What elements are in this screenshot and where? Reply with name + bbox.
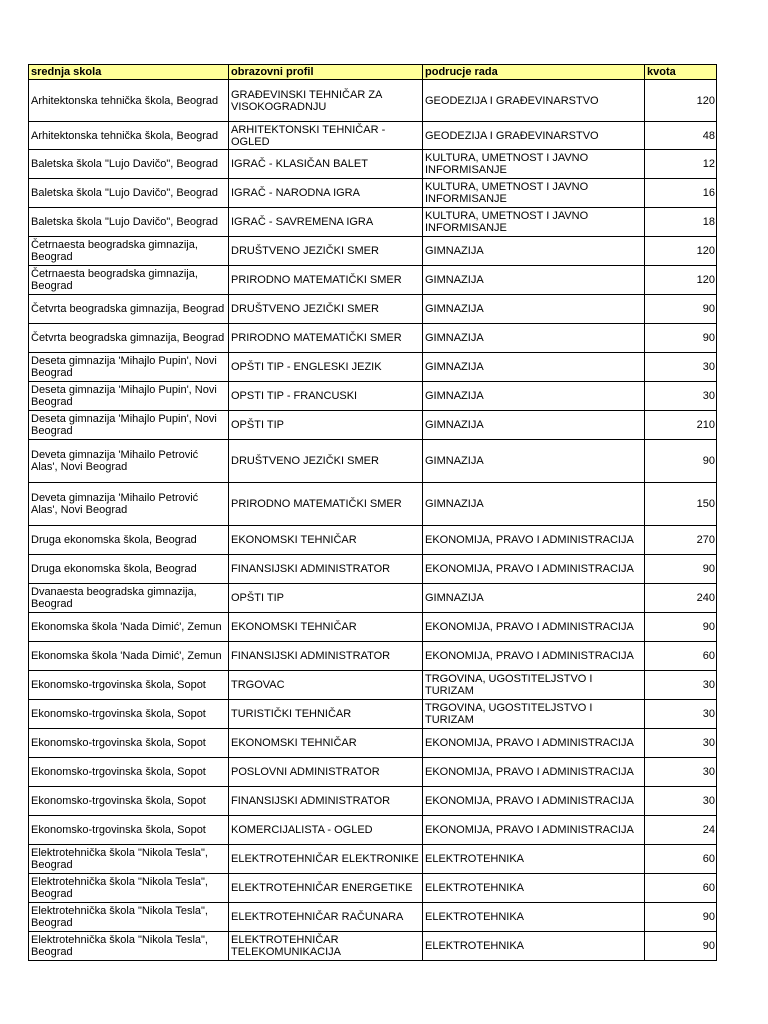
cell-school: Deseta gimnazija 'Mihajlo Pupin', Novi Beograd xyxy=(29,382,229,411)
cell-profile: OPŠTI TIP xyxy=(229,411,423,440)
table-row xyxy=(29,483,717,526)
cell-field: GIMNAZIJA xyxy=(423,237,645,266)
cell-field: GIMNAZIJA xyxy=(423,324,645,353)
cell-quota: 270 xyxy=(645,526,717,555)
cell-school: Četrnaesta beogradska gimnazija, Beograd xyxy=(29,266,229,295)
quota-table xyxy=(28,64,717,961)
cell-school: Druga ekonomska škola, Beograd xyxy=(29,555,229,584)
cell-profile: TRGOVAC xyxy=(229,671,423,700)
cell-quota: 210 xyxy=(645,411,717,440)
table-row xyxy=(29,295,717,324)
cell-field: GIMNAZIJA xyxy=(423,295,645,324)
cell-school: Elektrotehnička škola "Nikola Tesla", Beograd xyxy=(29,845,229,874)
table-row xyxy=(29,642,717,671)
cell-profile: ELEKTROTEHNIČAR RAČUNARA xyxy=(229,903,423,932)
cell-quota: 30 xyxy=(645,729,717,758)
cell-quota: 90 xyxy=(645,440,717,483)
table-row xyxy=(29,816,717,845)
cell-profile: IGRAČ - KLASIČAN BALET xyxy=(229,150,423,179)
cell-field: GIMNAZIJA xyxy=(423,353,645,382)
cell-quota: 30 xyxy=(645,671,717,700)
cell-profile: EKONOMSKI TEHNIČAR xyxy=(229,526,423,555)
cell-profile: IGRAČ - SAVREMENA IGRA xyxy=(229,208,423,237)
cell-field: KULTURA, UMETNOST I JAVNO INFORMISANJE xyxy=(423,150,645,179)
cell-profile: KOMERCIJALISTA - OGLED xyxy=(229,816,423,845)
cell-profile: GRAĐEVINSKI TEHNIČAR ZA VISOKOGRADNJU xyxy=(229,80,423,122)
cell-profile: ARHITEKTONSKI TEHNIČAR - OGLED xyxy=(229,122,423,150)
table-row xyxy=(29,150,717,179)
cell-quota: 90 xyxy=(645,932,717,961)
cell-quota: 30 xyxy=(645,382,717,411)
cell-profile: PRIRODNO MATEMATIČKI SMER xyxy=(229,266,423,295)
cell-profile: EKONOMSKI TEHNIČAR xyxy=(229,729,423,758)
cell-quota: 90 xyxy=(645,613,717,642)
table-row xyxy=(29,700,717,729)
cell-field: GIMNAZIJA xyxy=(423,584,645,613)
cell-school: Elektrotehnička škola "Nikola Tesla", Beograd xyxy=(29,903,229,932)
cell-field: EKONOMIJA, PRAVO I ADMINISTRACIJA xyxy=(423,526,645,555)
cell-field: ELEKTROTEHNIKA xyxy=(423,845,645,874)
cell-quota: 30 xyxy=(645,353,717,382)
table-row xyxy=(29,237,717,266)
cell-field: GIMNAZIJA xyxy=(423,266,645,295)
cell-quota: 12 xyxy=(645,150,717,179)
cell-profile: ELEKTROTEHNIČAR ENERGETIKE xyxy=(229,874,423,903)
cell-profile: ELEKTROTEHNIČAR TELEKOMUNIKACIJA xyxy=(229,932,423,961)
cell-school: Deveta gimnazija 'Mihailo Petrović Alas', Novi Beograd xyxy=(29,440,229,483)
cell-quota: 120 xyxy=(645,266,717,295)
cell-school: Deveta gimnazija 'Mihailo Petrović Alas', Novi Beograd xyxy=(29,483,229,526)
cell-quota: 60 xyxy=(645,642,717,671)
cell-school: Ekonomsko-trgovinska škola, Sopot xyxy=(29,758,229,787)
cell-quota: 24 xyxy=(645,816,717,845)
table-row xyxy=(29,80,717,122)
cell-profile: PRIRODNO MATEMATIČKI SMER xyxy=(229,483,423,526)
table-row xyxy=(29,845,717,874)
cell-school: Ekonomsko-trgovinska škola, Sopot xyxy=(29,787,229,816)
cell-school: Četrnaesta beogradska gimnazija, Beograd xyxy=(29,237,229,266)
table-row xyxy=(29,903,717,932)
cell-field: EKONOMIJA, PRAVO I ADMINISTRACIJA xyxy=(423,729,645,758)
cell-field: ELEKTROTEHNIKA xyxy=(423,874,645,903)
cell-profile: FINANSIJSKI ADMINISTRATOR xyxy=(229,555,423,584)
table-row xyxy=(29,787,717,816)
cell-quota: 150 xyxy=(645,483,717,526)
cell-profile: EKONOMSKI TEHNIČAR xyxy=(229,613,423,642)
table-row xyxy=(29,324,717,353)
cell-school: Deseta gimnazija 'Mihajlo Pupin', Novi Beograd xyxy=(29,353,229,382)
cell-quota: 240 xyxy=(645,584,717,613)
table-row xyxy=(29,266,717,295)
cell-field: KULTURA, UMETNOST I JAVNO INFORMISANJE xyxy=(423,179,645,208)
cell-profile: PRIRODNO MATEMATIČKI SMER xyxy=(229,324,423,353)
header-profile: obrazovni profil xyxy=(229,65,423,80)
cell-profile: TURISTIČKI TEHNIČAR xyxy=(229,700,423,729)
table-row xyxy=(29,874,717,903)
table-row xyxy=(29,671,717,700)
table-header xyxy=(29,65,717,80)
cell-school: Ekonomsko-trgovinska škola, Sopot xyxy=(29,816,229,845)
cell-school: Četvrta beogradska gimnazija, Beograd xyxy=(29,324,229,353)
table-row xyxy=(29,758,717,787)
cell-field: GIMNAZIJA xyxy=(423,483,645,526)
table-row xyxy=(29,440,717,483)
table-row xyxy=(29,382,717,411)
cell-school: Deseta gimnazija 'Mihajlo Pupin', Novi Beograd xyxy=(29,411,229,440)
cell-field: ELEKTROTEHNIKA xyxy=(423,903,645,932)
table-row xyxy=(29,555,717,584)
cell-school: Elektrotehnička škola "Nikola Tesla", Beograd xyxy=(29,932,229,961)
cell-profile: OPŠTI TIP xyxy=(229,584,423,613)
header-row xyxy=(29,65,717,80)
table-row xyxy=(29,729,717,758)
table-row xyxy=(29,179,717,208)
cell-school: Druga ekonomska škola, Beograd xyxy=(29,526,229,555)
cell-quota: 16 xyxy=(645,179,717,208)
cell-field: EKONOMIJA, PRAVO I ADMINISTRACIJA xyxy=(423,555,645,584)
cell-field: KULTURA, UMETNOST I JAVNO INFORMISANJE xyxy=(423,208,645,237)
cell-field: ELEKTROTEHNIKA xyxy=(423,932,645,961)
cell-quota: 120 xyxy=(645,80,717,122)
cell-field: GIMNAZIJA xyxy=(423,440,645,483)
cell-school: Elektrotehnička škola "Nikola Tesla", Beograd xyxy=(29,874,229,903)
cell-quota: 120 xyxy=(645,237,717,266)
cell-field: EKONOMIJA, PRAVO I ADMINISTRACIJA xyxy=(423,758,645,787)
table-row xyxy=(29,613,717,642)
cell-profile: DRUŠTVENO JEZIČKI SMER xyxy=(229,295,423,324)
table-body xyxy=(29,80,717,961)
cell-field: EKONOMIJA, PRAVO I ADMINISTRACIJA xyxy=(423,642,645,671)
cell-school: Dvanaesta beogradska gimnazija, Beograd xyxy=(29,584,229,613)
cell-quota: 30 xyxy=(645,787,717,816)
cell-school: Baletska škola "Lujo Davičo", Beograd xyxy=(29,208,229,237)
cell-field: TRGOVINA, UGOSTITELJSTVO I TURIZAM xyxy=(423,700,645,729)
cell-quota: 90 xyxy=(645,555,717,584)
cell-profile: POSLOVNI ADMINISTRATOR xyxy=(229,758,423,787)
cell-field: GEODEZIJA I GRAĐEVINARSTVO xyxy=(423,80,645,122)
cell-field: GIMNAZIJA xyxy=(423,382,645,411)
cell-quota: 90 xyxy=(645,295,717,324)
cell-profile: OPŠTI TIP - ENGLESKI JEZIK xyxy=(229,353,423,382)
cell-field: EKONOMIJA, PRAVO I ADMINISTRACIJA xyxy=(423,613,645,642)
table-row xyxy=(29,526,717,555)
table-row xyxy=(29,353,717,382)
table-row xyxy=(29,932,717,961)
header-quota: kvota xyxy=(645,65,717,80)
cell-profile: DRUŠTVENO JEZIČKI SMER xyxy=(229,237,423,266)
cell-profile: ELEKTROTEHNIČAR ELEKTRONIKE xyxy=(229,845,423,874)
cell-school: Ekonomsko-trgovinska škola, Sopot xyxy=(29,671,229,700)
cell-quota: 90 xyxy=(645,903,717,932)
cell-quota: 60 xyxy=(645,874,717,903)
header-school: srednja skola xyxy=(29,65,229,80)
cell-school: Ekonomsko-trgovinska škola, Sopot xyxy=(29,700,229,729)
cell-profile: DRUŠTVENO JEZIČKI SMER xyxy=(229,440,423,483)
cell-field: GEODEZIJA I GRAĐEVINARSTVO xyxy=(423,122,645,150)
cell-field: EKONOMIJA, PRAVO I ADMINISTRACIJA xyxy=(423,787,645,816)
cell-school: Ekonomsko-trgovinska škola, Sopot xyxy=(29,729,229,758)
cell-profile: FINANSIJSKI ADMINISTRATOR xyxy=(229,642,423,671)
cell-school: Baletska škola "Lujo Davičo", Beograd xyxy=(29,179,229,208)
cell-quota: 48 xyxy=(645,122,717,150)
cell-profile: FINANSIJSKI ADMINISTRATOR xyxy=(229,787,423,816)
table-row xyxy=(29,208,717,237)
cell-profile: IGRAČ - NARODNA IGRA xyxy=(229,179,423,208)
cell-school: Ekonomska škola 'Nada Dimić', Zemun xyxy=(29,642,229,671)
cell-school: Ekonomska škola 'Nada Dimić', Zemun xyxy=(29,613,229,642)
cell-field: GIMNAZIJA xyxy=(423,411,645,440)
cell-field: EKONOMIJA, PRAVO I ADMINISTRACIJA xyxy=(423,816,645,845)
cell-quota: 60 xyxy=(645,845,717,874)
table-row xyxy=(29,584,717,613)
cell-school: Arhitektonska tehnička škola, Beograd xyxy=(29,122,229,150)
table-row xyxy=(29,411,717,440)
cell-school: Četvrta beogradska gimnazija, Beograd xyxy=(29,295,229,324)
cell-school: Arhitektonska tehnička škola, Beograd xyxy=(29,80,229,122)
header-field: podrucje rada xyxy=(423,65,645,80)
cell-quota: 30 xyxy=(645,700,717,729)
cell-profile: OPSTI TIP - FRANCUSKI xyxy=(229,382,423,411)
cell-quota: 30 xyxy=(645,758,717,787)
cell-quota: 18 xyxy=(645,208,717,237)
cell-field: TRGOVINA, UGOSTITELJSTVO I TURIZAM xyxy=(423,671,645,700)
cell-school: Baletska škola "Lujo Davičo", Beograd xyxy=(29,150,229,179)
cell-quota: 90 xyxy=(645,324,717,353)
table-row xyxy=(29,122,717,150)
